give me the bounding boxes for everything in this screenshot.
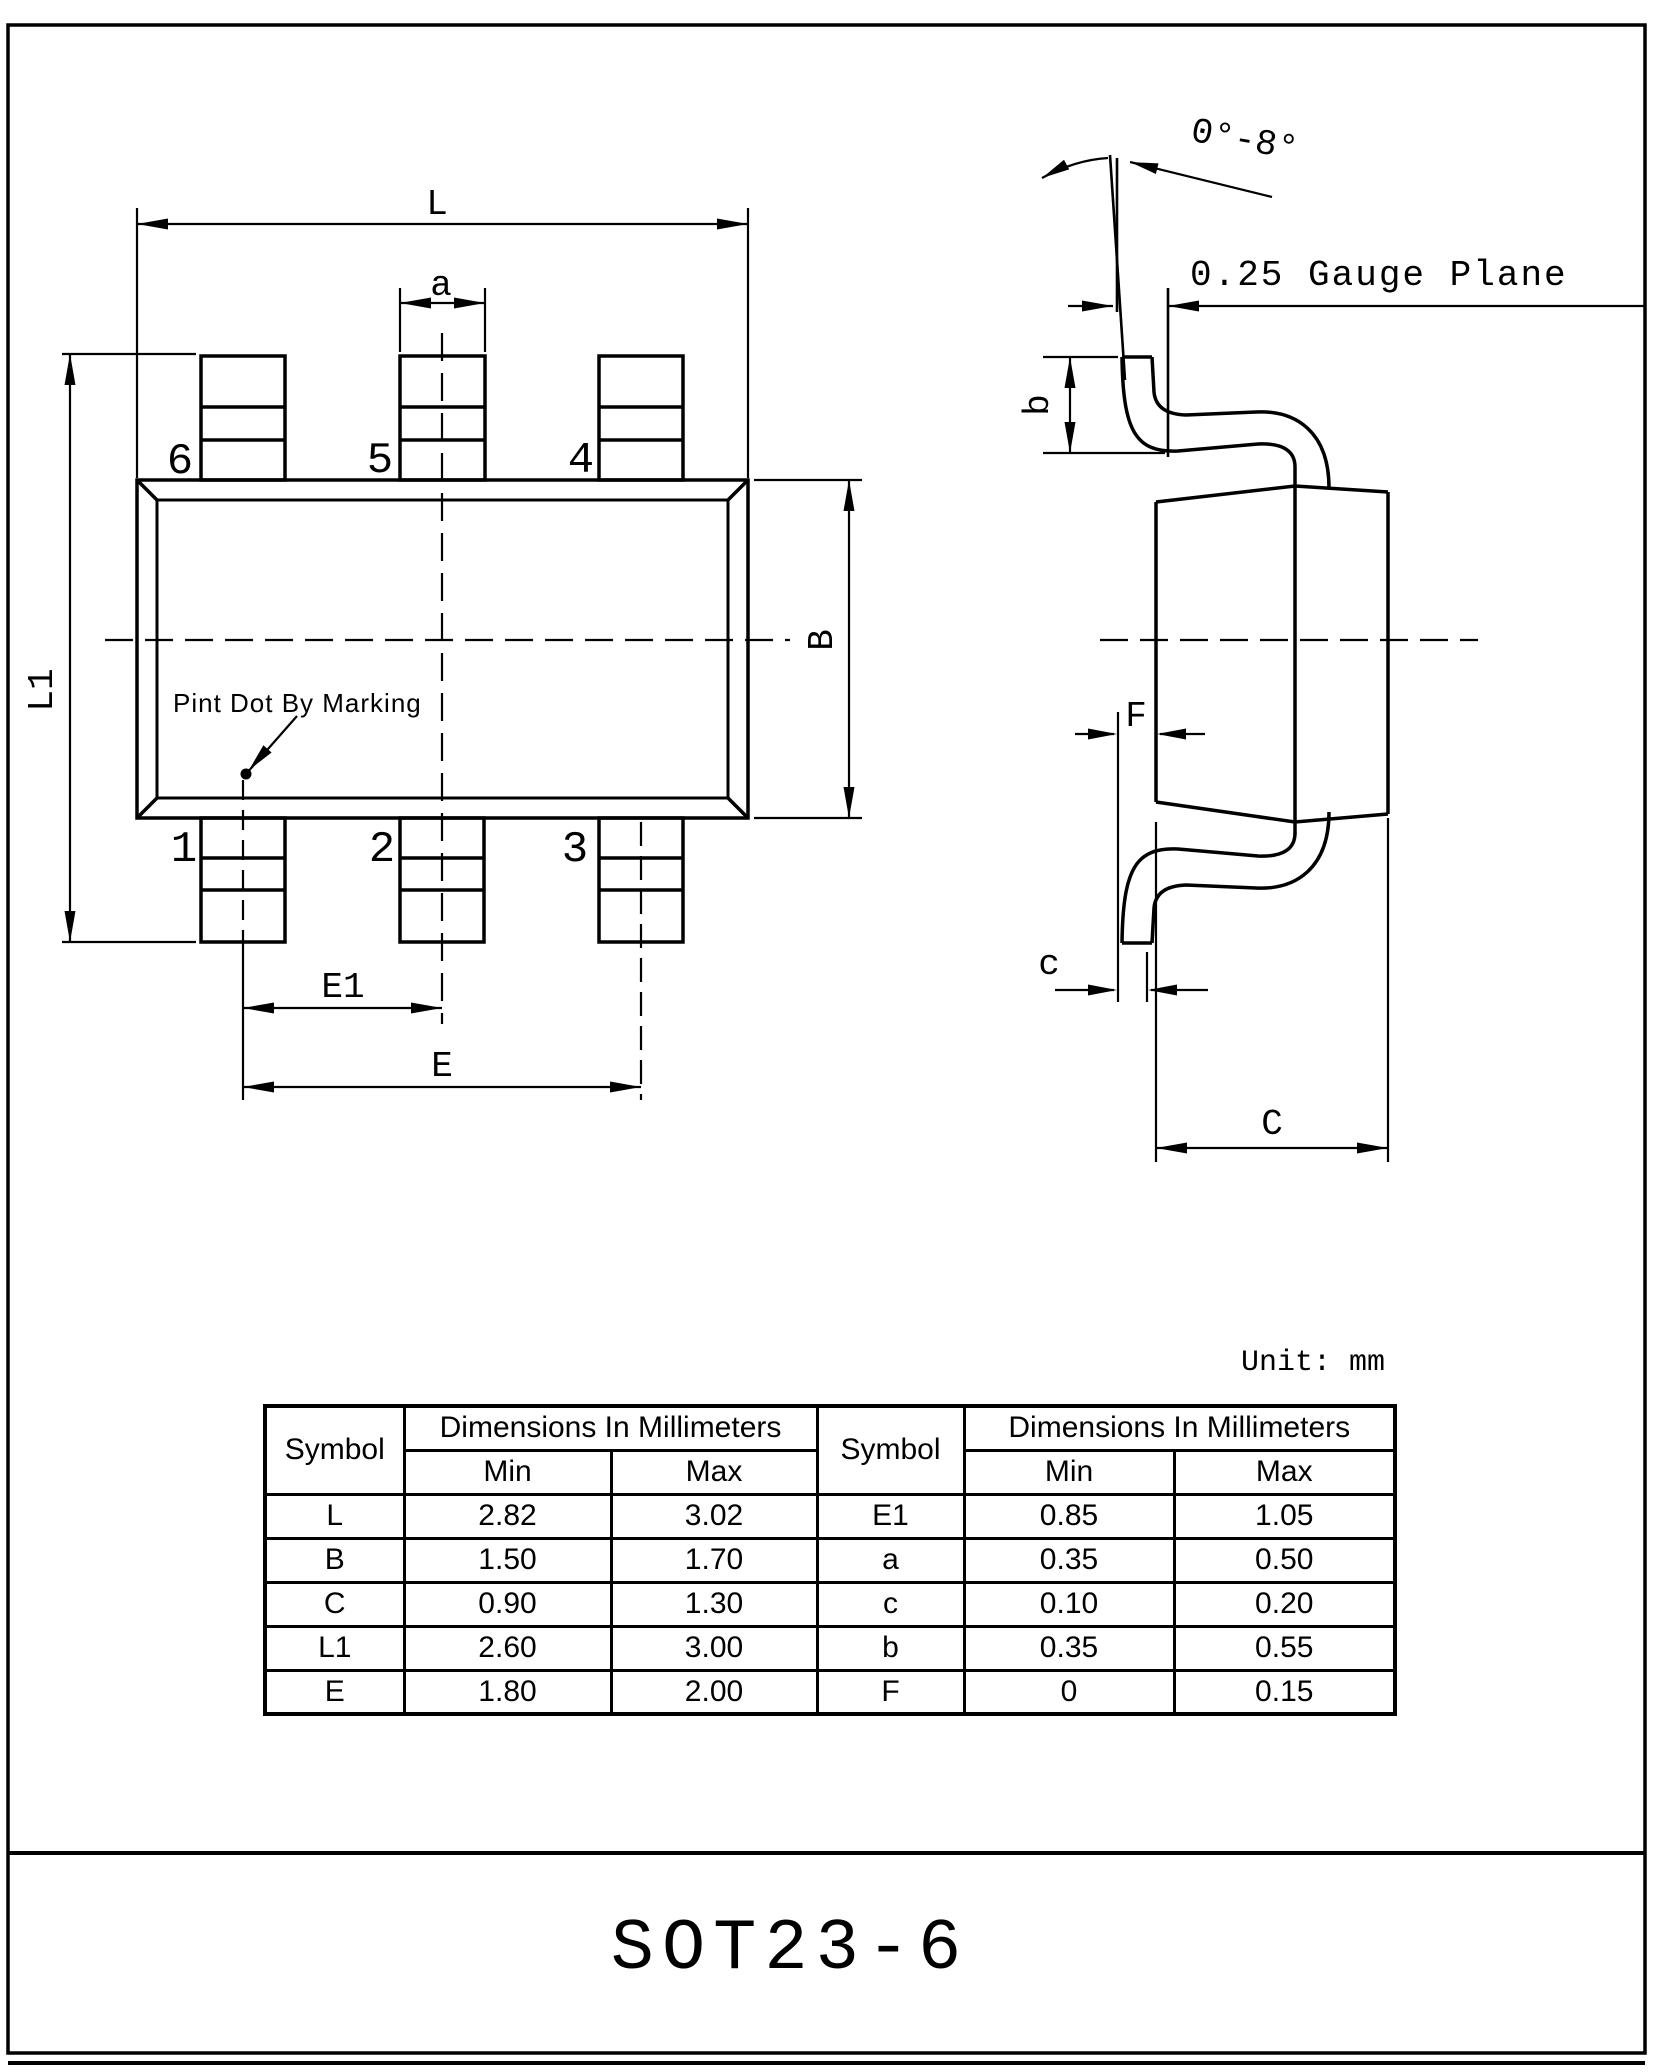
pin-number-3: 3	[561, 825, 589, 875]
angle-label: 0°-8°	[1187, 111, 1302, 171]
unit-label: Unit: mm	[1240, 1346, 1385, 1380]
table-cell: 0.35	[964, 1626, 1174, 1670]
table-cell: 0.55	[1174, 1626, 1395, 1670]
dim-label-a: a	[430, 265, 452, 306]
side-view-dimensions	[1042, 155, 1645, 1162]
marking-dot	[241, 769, 252, 780]
dim-label-L1: L1	[22, 668, 63, 712]
table-cell: 0	[964, 1670, 1174, 1714]
table-cell: 3.00	[611, 1626, 817, 1670]
table-cell: C	[265, 1582, 404, 1626]
dim-label-c: c	[1038, 944, 1060, 985]
table-cell: 2.00	[611, 1670, 817, 1714]
header-symbol-right: Symbol	[817, 1406, 964, 1494]
pin-number-2: 2	[368, 825, 396, 875]
table-cell: 1.05	[1174, 1494, 1395, 1538]
page-frame	[8, 25, 1645, 2063]
table-row	[265, 1670, 1395, 1714]
table-cell: 1.80	[404, 1670, 611, 1714]
table-cell: 0.35	[964, 1538, 1174, 1582]
table-cell: a	[817, 1538, 964, 1582]
dim-label-L: L	[426, 184, 448, 225]
table-cell: c	[817, 1582, 964, 1626]
pin-number-5: 5	[366, 436, 394, 486]
dim-label-C: C	[1261, 1104, 1283, 1145]
dimensions-table	[263, 1404, 1397, 1716]
table-cell: 1.50	[404, 1538, 611, 1582]
dim-label-E1: E1	[321, 967, 365, 1008]
table-row	[265, 1494, 1395, 1538]
side-view-body	[1122, 357, 1388, 943]
table-cell: L1	[265, 1626, 404, 1670]
dim-label-E: E	[431, 1046, 453, 1087]
table-row	[265, 1626, 1395, 1670]
table-cell: F	[817, 1670, 964, 1714]
header-dims-right: Dimensions In Millimeters	[964, 1406, 1395, 1450]
table-cell: 0.15	[1174, 1670, 1395, 1714]
table-cell: 1.70	[611, 1538, 817, 1582]
marking-note: Pint Dot By Marking	[173, 688, 422, 718]
header-min-right: Min	[964, 1450, 1174, 1494]
top-view-dimensions	[62, 208, 862, 1087]
table-cell: E	[265, 1670, 404, 1714]
header-dims-left: Dimensions In Millimeters	[404, 1406, 817, 1450]
pin-number-1: 1	[170, 825, 198, 875]
table-cell: 1.30	[611, 1582, 817, 1626]
table-cell: 0.10	[964, 1582, 1174, 1626]
table-cell: b	[817, 1626, 964, 1670]
header-max-left: Max	[611, 1450, 817, 1494]
table-cell: 0.90	[404, 1582, 611, 1626]
pin-number-6: 6	[166, 437, 194, 487]
drawing-title: SOT23-6	[610, 1908, 970, 1990]
dim-label-B: B	[802, 629, 843, 651]
table-row	[265, 1582, 1395, 1626]
table-cell: 0.85	[964, 1494, 1174, 1538]
table-cell: L	[265, 1494, 404, 1538]
table-row	[265, 1538, 1395, 1582]
top-view-body	[137, 480, 748, 818]
table-cell: 3.02	[611, 1494, 817, 1538]
gauge-plane-label: 0.25 Gauge Plane	[1190, 255, 1568, 296]
top-view-arrowheads	[65, 219, 855, 1093]
table-cell: E1	[817, 1494, 964, 1538]
header-symbol-left: Symbol	[265, 1406, 404, 1494]
header-max-right: Max	[1174, 1450, 1395, 1494]
table-cell: 0.20	[1174, 1582, 1395, 1626]
table-cell: B	[265, 1538, 404, 1582]
dim-label-F: F	[1125, 696, 1147, 737]
table-cell: 0.50	[1174, 1538, 1395, 1582]
header-min-left: Min	[404, 1450, 611, 1494]
side-view-arrowheads	[1042, 160, 1388, 1154]
pin-number-4: 4	[567, 436, 595, 486]
table-cell: 2.60	[404, 1626, 611, 1670]
dim-label-b: b	[1018, 394, 1059, 416]
table-cell: 2.82	[404, 1494, 611, 1538]
